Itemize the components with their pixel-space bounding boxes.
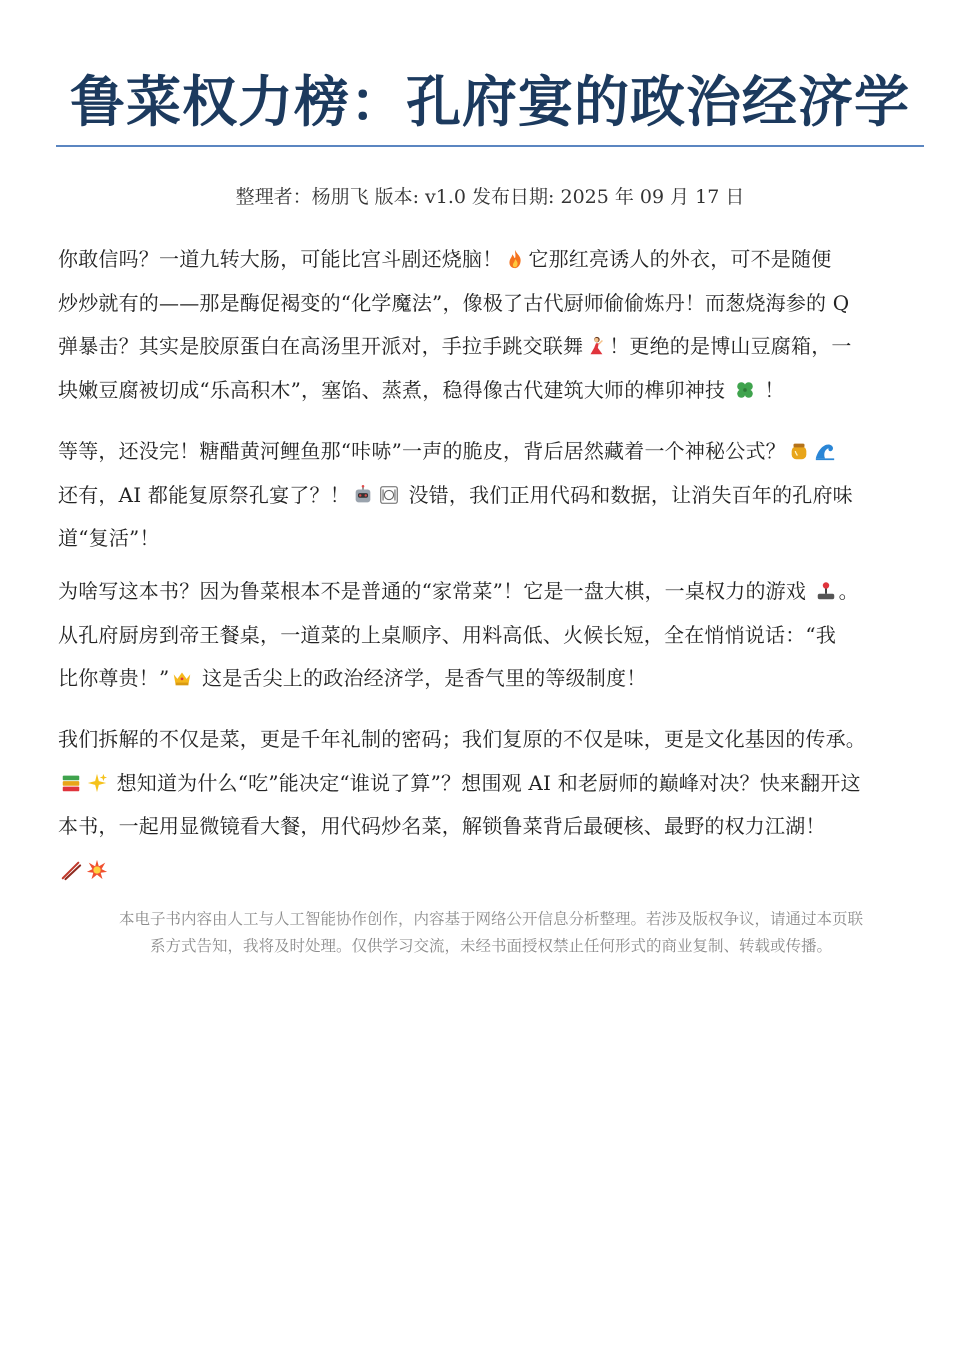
paragraph-line: 你敢信吗？一道九转大肠，可能比宫斗剧还烧脑！ 它那红亮诱人的外衣，可不是随便 bbox=[58, 247, 832, 271]
paragraph-line: 弹暴击？其实是胶原蛋白在高汤里开派对，手拉手跳交联舞 ！更绝的是博山豆腐箱，一 bbox=[58, 334, 852, 358]
dancer-icon bbox=[585, 335, 607, 357]
paragraph-line: 本书，一起用显微镜看大餐，用代码炒名菜，解锁鲁菜背后最硬核、最野的权力江湖！ bbox=[58, 814, 826, 838]
chopsticks-icon bbox=[60, 859, 82, 881]
disclaimer bbox=[58, 906, 924, 960]
paragraph-line: 从孔府厨房到帝王餐桌，一道菜的上桌顺序、用料高低、火候长短，全在悄悄说话：“我 bbox=[58, 622, 837, 647]
books-icon bbox=[60, 772, 82, 794]
paragraph-line: 块嫩豆腐被切成“乐高积木”，塞馅、蒸煮，稳得像古代建筑大师的榫卯神技 ！ bbox=[58, 377, 785, 402]
title-divider bbox=[56, 145, 924, 147]
paragraph-line: 比你尊贵！” 这是舌尖上的政治经济学，是香气里的等级制度！ bbox=[58, 666, 647, 690]
paragraph-line: 等等，还没完！糖醋黄河鲤鱼那“咔哧”一声的脆皮，背后居然藏着一个神秘公式？ bbox=[58, 430, 938, 474]
paragraph-line: 炒炒就有的——那是酶促褐变的“化学魔法”，像极了古代厨师偷偷炼丹！而葱烧海参的 Q bbox=[58, 290, 850, 315]
closing-paragraph bbox=[58, 718, 938, 892]
paragraph-line: 还有，AI 都能复原祭孔宴了？！ 没错，我们正用代码和数据，让消失百年的孔府味 bbox=[58, 482, 853, 507]
curiosity-paragraph bbox=[58, 430, 938, 561]
sparkles-icon bbox=[86, 772, 108, 794]
disclaimer-line: 系方式告知，我将及时处理。仅供学习交流，未经书面授权禁止任何形式的商业复制、转载或传播。 bbox=[149, 937, 832, 955]
wave-icon bbox=[814, 440, 836, 462]
collision-icon bbox=[86, 859, 108, 881]
plate-icon bbox=[378, 484, 400, 506]
paragraph-line: 道“复活”！ bbox=[58, 526, 160, 550]
paragraph-line: 为啥写这本书？因为鲁菜根本不是普通的“家常菜”！它是一盘大棋，一桌权力的游戏 。 bbox=[58, 579, 859, 603]
clover-icon bbox=[734, 379, 756, 401]
fire-icon bbox=[504, 248, 526, 270]
paragraph-line: 我们拆解的不仅是菜，更是千年礼制的密码；我们复原的不仅是味，更是文化基因的传承。 bbox=[58, 727, 866, 751]
honey-pot-icon bbox=[788, 440, 810, 462]
paragraph-line bbox=[58, 849, 938, 893]
document-title: 鲁菜权力榜：孔府宴的政治经济学 bbox=[69, 70, 910, 134]
document-meta: 整理者：杨朋飞 版本: v1.0 发布日期: 2025 年 09 月 17 日 bbox=[235, 186, 745, 208]
robot-icon bbox=[352, 484, 374, 506]
purpose-paragraph bbox=[58, 570, 938, 701]
crown-icon bbox=[171, 667, 193, 689]
disclaimer-line: 本电子书内容由人工与人工智能协作创作，内容基于网络公开信息分析整理。若涉及版权争议，请通过本页联 bbox=[118, 910, 863, 928]
joystick-icon bbox=[815, 580, 837, 602]
intro-paragraph bbox=[58, 238, 938, 412]
paragraph-line: 想知道为什么“吃”能决定“谁说了算”？想围观 AI 和老厨师的巅峰对决？快来翻开这 bbox=[58, 762, 938, 806]
